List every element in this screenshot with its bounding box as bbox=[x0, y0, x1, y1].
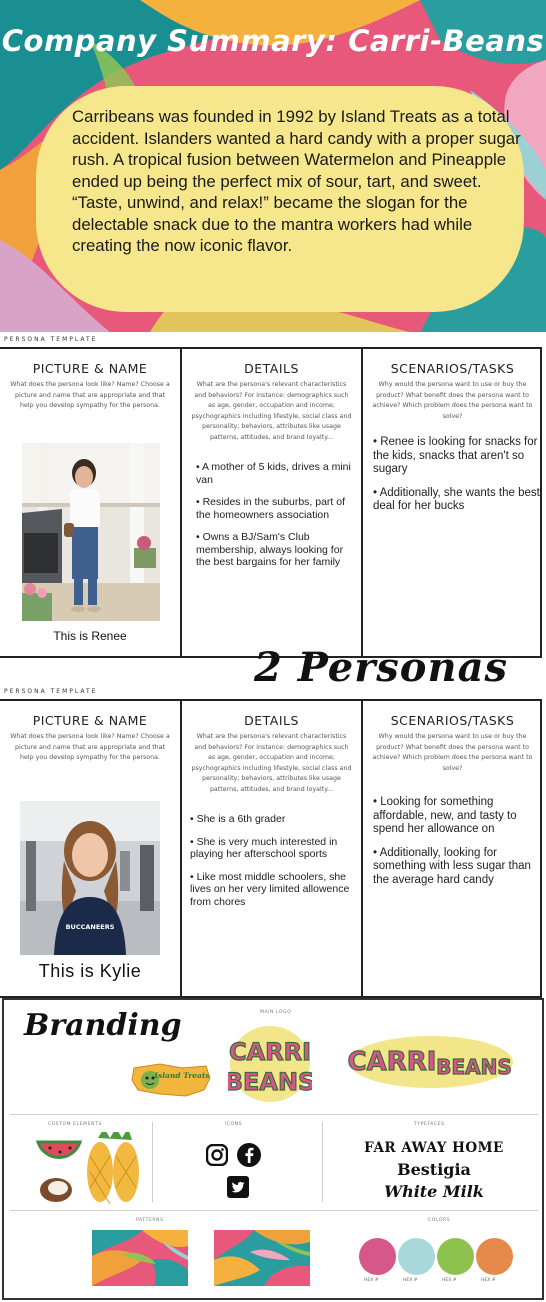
typeface-sample: FAR AWAY HOME bbox=[364, 1140, 504, 1156]
carri-beans-logo-wide bbox=[348, 1034, 514, 1090]
color-swatch-light-blue bbox=[398, 1238, 435, 1275]
details-list bbox=[182, 813, 361, 908]
typefaces-label: TYPEFACES bbox=[414, 1122, 445, 1127]
island-logo-text: Island Treats bbox=[154, 1071, 210, 1080]
scenarios-heading: SCENARIOS/TASKS bbox=[390, 713, 515, 728]
detail-item: • Like most middle schoolers, she lives on her very limited allowence from chores bbox=[190, 870, 350, 908]
hex-label: HEX # bbox=[442, 1278, 457, 1283]
color-swatch-orange bbox=[476, 1238, 513, 1275]
custom-elements-label: CUSTOM ELEMENTS bbox=[48, 1122, 102, 1127]
details-prompt: What are the persona's relevant characteristics and behaviors? For instance: demographics such as age, gender, occupation and income; psychographics including lifestyle, social class and personality; behaviors, attributes like usage patterns, attitudes, and brand loyalty... bbox=[191, 733, 352, 793]
personas-heading: 2 Personas bbox=[254, 644, 509, 691]
picture-name-prompt: What does the persona look like? Name? Choose a picture and name that are appropriate and that help you develop sympathy for the persona. bbox=[10, 733, 170, 761]
company-summary-section bbox=[0, 0, 546, 332]
picture-name-column bbox=[0, 349, 180, 656]
picture-name-column bbox=[0, 701, 180, 996]
kylie-photo bbox=[20, 801, 160, 955]
details-prompt: What are the persona's relevant characteristics and behaviors? For instance: demographics such as age, gender, occupation and income; psychographics including lifestyle, social class and personality; behaviors, attributes like usage patterns, attitudes, and brand loyalty... bbox=[191, 381, 352, 441]
island-treats-logo bbox=[130, 1060, 212, 1100]
pattern-swatch bbox=[214, 1230, 310, 1286]
logo-top-text: CARRI bbox=[228, 1038, 312, 1066]
patterns-label: PATTERNS bbox=[136, 1218, 164, 1223]
persona-card-renee bbox=[0, 347, 542, 658]
icons-label: ICONS bbox=[225, 1122, 243, 1127]
logo-wide-left-text: CARRI bbox=[348, 1047, 437, 1077]
divider bbox=[322, 1122, 323, 1202]
logo-bottom-text: BEANS bbox=[228, 1068, 312, 1096]
scenarios-list bbox=[363, 796, 542, 887]
details-list bbox=[182, 461, 361, 569]
scenarios-column bbox=[361, 349, 542, 656]
main-logo-label: MAIN LOGO bbox=[260, 1010, 292, 1015]
instagram-icon bbox=[206, 1144, 228, 1166]
scenario-item: • Looking for something affordable, new, and tasty to spend her allowance on bbox=[373, 796, 517, 835]
detail-item: • She is very much interested in playing her afterschool sports bbox=[190, 835, 338, 860]
details-column bbox=[180, 349, 361, 656]
divider bbox=[152, 1122, 153, 1202]
custom-elements-art bbox=[34, 1132, 146, 1210]
details-column bbox=[180, 701, 361, 996]
pattern-swatch bbox=[92, 1230, 188, 1286]
scenarios-list bbox=[363, 436, 542, 514]
hex-label: HEX # bbox=[481, 1278, 496, 1283]
typeface-sample: Bestigia bbox=[397, 1160, 471, 1179]
picture-name-heading: PICTURE & NAME bbox=[32, 713, 148, 728]
scenarios-column bbox=[361, 701, 542, 996]
detail-item: • Resides in the suburbs, part of the homeowners association bbox=[196, 496, 346, 521]
color-swatch-green bbox=[437, 1238, 474, 1275]
facebook-icon bbox=[237, 1143, 261, 1167]
picture-name-heading: PICTURE & NAME bbox=[32, 361, 148, 376]
company-summary-text: Carribeans was founded in 1992 by Island Treats as a total accident. Islanders wanted a hard candy with a proper sugar rush. A tropical fusion between Watermelon and Pineapple ended up being the perfect mix of sour, tart, and sweet. “Taste, unwind, and relax!” became the slogan for the delectable snack due to the mantra workers had while creating the now iconic flavor. bbox=[72, 107, 521, 255]
detail-item: • She is a 6th grader bbox=[190, 813, 286, 825]
hex-label: HEX # bbox=[403, 1278, 418, 1283]
twitter-icon bbox=[227, 1176, 249, 1198]
detail-item: • Owns a BJ/Sam's Club membership, always looking for the best bargains for her family bbox=[196, 531, 344, 568]
branding-section bbox=[2, 998, 544, 1300]
page-title: Company Summary: Carri-Beans bbox=[1, 24, 545, 58]
persona-caption: This is Kylie bbox=[38, 961, 142, 981]
branding-title: Branding bbox=[24, 1008, 182, 1043]
persona-template-label: PERSONA TEMPLATE bbox=[4, 336, 98, 343]
persona-caption: This is Renee bbox=[53, 629, 127, 643]
picture-name-prompt: What does the persona look like? Name? Choose a picture and name that are appropriate and that help you develop sympathy for the persona. bbox=[10, 381, 170, 409]
carri-beans-logo-stacked bbox=[228, 1024, 312, 1104]
persona-card-kylie bbox=[0, 699, 542, 998]
scenario-item: • Additionally, she wants the best deal for her bucks bbox=[373, 486, 540, 512]
details-heading: DETAILS bbox=[244, 361, 299, 376]
logo-wide-right-text: BEANS bbox=[436, 1055, 512, 1079]
divider bbox=[10, 1210, 538, 1211]
divider bbox=[10, 1114, 538, 1115]
renee-photo bbox=[22, 443, 160, 621]
scenario-item: • Renee is looking for snacks for the kids, snacks that aren't so sugary bbox=[373, 436, 538, 475]
persona-template-label: PERSONA TEMPLATE bbox=[4, 688, 98, 695]
shirt-text: BUCCANEERS bbox=[65, 923, 115, 931]
color-swatch-pink bbox=[359, 1238, 396, 1275]
details-heading: DETAILS bbox=[244, 713, 299, 728]
scenarios-prompt: Why would the persona want to use or buy the product? What benefit does the persona want to achieve? Which problem does the persona want to solve? bbox=[372, 733, 533, 772]
hex-label: HEX # bbox=[364, 1278, 379, 1283]
detail-item: • A mother of 5 kids, drives a mini van bbox=[196, 461, 351, 486]
scenarios-prompt: Why would the persona want to use or buy the product? What benefit does the persona want to achieve? Which problem does the persona want to solve? bbox=[372, 381, 533, 420]
colors-label: COLORS bbox=[428, 1218, 451, 1223]
scenario-item: • Additionally, looking for something with less sugar than the average hard candy bbox=[373, 846, 531, 886]
scenarios-heading: SCENARIOS/TASKS bbox=[390, 361, 515, 376]
typeface-sample: White Milk bbox=[384, 1182, 484, 1201]
